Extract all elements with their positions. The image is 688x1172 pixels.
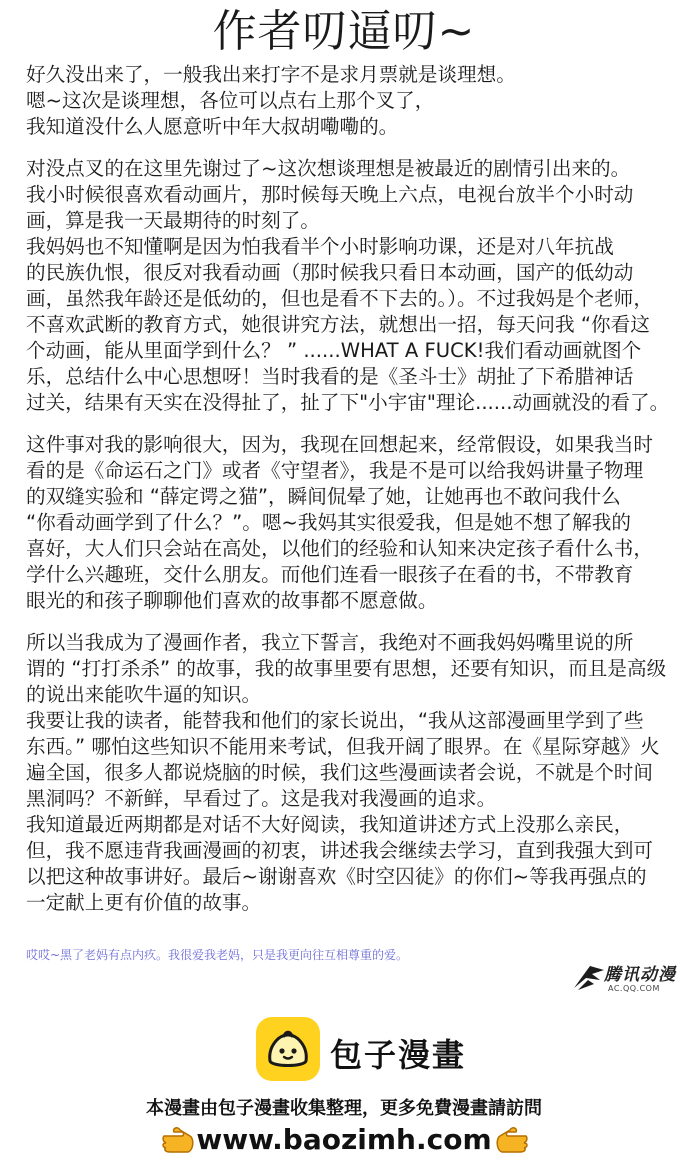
text-line: “你看动画学到了什么？”。嗯~我妈其实很爱我，但是她不想了解我的 <box>26 511 631 534</box>
text-line: 个动画，能从里面学到什么？ ” ......WHAT A FUCK!我们看动画就图个 <box>26 339 642 362</box>
paragraph <box>26 630 672 916</box>
text-line: 眼光的和孩子聊聊他们喜欢的故事都不愿意做。 <box>26 589 438 612</box>
paragraph <box>26 156 672 416</box>
article-body <box>26 62 672 916</box>
text-line: 好久没出来了，一般我出来打字不是求月票就是谈理想。 <box>26 63 516 86</box>
footer-url-row <box>0 1122 688 1162</box>
tencent-logo-icon <box>572 962 606 992</box>
text-line: 的民族仇恨，很反对我看动画（那时候我只看日本动画，国产的低幼动 <box>26 261 634 284</box>
text-line: 以把这种故事讲好。最后~谢谢喜欢《时空囚徒》的你们~等我再强点的 <box>26 865 647 888</box>
baozi-logo <box>256 1017 320 1081</box>
text-line: 这件事对我的影响很大，因为，我现在回想起来，经常假设，如果我当时 <box>26 433 653 456</box>
text-line: 黑洞吗？不新鲜，早看过了。这是我对我漫画的追求。 <box>26 787 497 810</box>
text-line: 画，算是我一天最期待的时刻了。 <box>26 209 320 232</box>
text-line: 乐，总结什么中心思想呀！当时我看的是《圣斗士》胡扯了下希腊神话 <box>26 365 634 388</box>
text-line: 我知道没什么人愿意听中年大叔胡嘞嘞的。 <box>26 115 399 138</box>
text-line: 东西。” 哪怕这些知识不能用来考试，但我开阔了眼界。在《星际穿越》火 <box>26 735 660 758</box>
text-line: 的双缝实验和 “薛定谔之猫”，瞬间侃晕了她，让她再也不敢问我什么 <box>26 485 621 508</box>
text-line: 过关，结果有天实在没得扯了，扯了下"小宇宙"理论......动画就没的看了。 <box>26 391 670 414</box>
text-line: 我要让我的读者，能替我和他们的家长说出，“我从这部漫画里学到了些 <box>26 709 644 732</box>
pointing-left-hand-icon <box>490 1122 530 1158</box>
text-line: 我小时候很喜欢看动画片，那时候每天晚上六点，电视台放半个小时动 <box>26 183 634 206</box>
baozi-brand-name: 包子漫畫 <box>330 1036 467 1074</box>
text-line: 喜好，大人们只会站在高处，以他们的经验和认知来决定孩子看什么书， <box>26 537 653 560</box>
text-line: 遍全国，很多人都说烧脑的时候，我们这些漫画读者会说，不就是个时间 <box>26 761 653 784</box>
tencent-logo-name: 腾讯动漫 <box>604 965 676 985</box>
tencent-comic-logo <box>572 958 682 1000</box>
text-line: 不喜欢武断的教育方式，她很讲究方法，就想出一招，每天问我 “你看这 <box>26 313 650 336</box>
text-line: 学什么兴趣班，交什么朋友。而他们连看一眼孩子在看的书，不带教育 <box>26 563 634 586</box>
text-line: 谓的 “打打杀杀” 的故事，我的故事里要有思想，还要有知识，而且是高级 <box>26 657 667 680</box>
paragraph <box>26 432 672 614</box>
text-line: 一定献上更有价值的故事。 <box>26 891 262 914</box>
text-line: 嗯~这次是谈理想，各位可以点右上那个叉了， <box>26 89 435 112</box>
footer-notice: 本漫畫由包子漫畫收集整理，更多免費漫畫請訪問 <box>146 1098 542 1119</box>
text-line: 看的是《命运石之门》或者《守望者》，我是不是可以给我妈讲量子物理 <box>26 459 644 482</box>
text-line: 对没点叉的在这里先谢过了~这次想谈理想是被最近的剧情引出来的。 <box>26 157 631 180</box>
text-line: 我妈妈也不知懂啊是因为怕我看半个小时影响功课，还是对八年抗战 <box>26 235 614 258</box>
text-line: 的说出来能吹牛逼的知识。 <box>26 683 262 706</box>
tencent-logo-url: AC.QQ.COM <box>608 984 660 993</box>
text-line: 我知道最近两期都是对话不大好阅读，我知道讲述方式上没那么亲民， <box>26 813 634 836</box>
author-note: 哎哎~黑了老妈有点内疚。我很爱我老妈，只是我更向往互相尊重的爱。 <box>26 948 409 962</box>
text-line: 所以当我成为了漫画作者，我立下誓言，我绝对不画我妈妈嘴里说的所 <box>26 631 634 654</box>
footer-url-link[interactable]: www.baozimh.com <box>196 1123 492 1156</box>
text-line: 但，我不愿违背我画漫画的初衷，讲述我会继续去学习，直到我强大到可 <box>26 839 653 862</box>
page-title: 作者叨逼叨~ <box>212 6 476 57</box>
baozi-bun-icon <box>260 1021 316 1077</box>
paragraph <box>26 62 672 140</box>
text-line: 画，虽然我年龄还是低幼的，但也是看不下去的。）。不过我妈是个老师， <box>26 287 653 310</box>
